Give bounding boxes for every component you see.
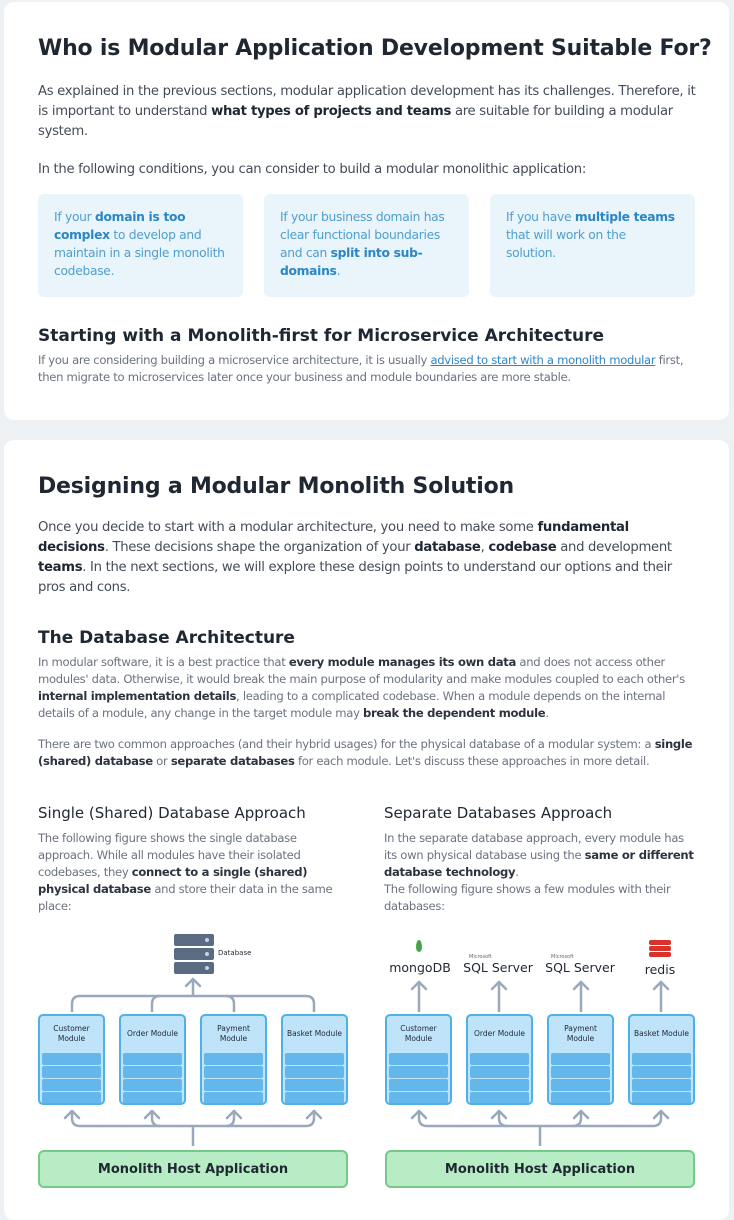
basket-module: Basket Module [628, 1014, 695, 1105]
mongodb-logo: mongoDB [389, 960, 451, 975]
monolith-first-title: Starting with a Monolith-first for Microservice Architecture [38, 326, 605, 346]
basket-module: Basket Module [281, 1014, 348, 1105]
sqlserver-logo-1: Microsoft SQL Server [463, 954, 533, 975]
database-approaches-text: There are two common approaches (and their hybrid usages) for the physical database of a modular system: a single (shared) database or separate databases for each module. Let's discuss these approaches in more detail. [38, 737, 693, 768]
database-architecture-title: The Database Architecture [38, 628, 295, 648]
section-title: Who is Modular Application Development Suitable For? [38, 36, 712, 61]
monolith-first-text: If you are considering building a microservice architecture, it is usually advised to start with a monolith modular first, then migrate to microservices later once your business and module boundaries are more stable. [38, 353, 684, 384]
single-db-title: Single (Shared) Database Approach [38, 804, 306, 822]
database-label: Database [218, 949, 252, 957]
mongodb-leaf-icon [416, 940, 422, 952]
separate-db-text: In the separate database approach, every module has its own physical database using the same or different database technology. The following figure shows a few modules with their databases: [384, 831, 694, 913]
condition-card-multiple-teams: If you have multiple teams that will work on the solution. [490, 194, 695, 297]
customer-module: Customer Module [385, 1014, 452, 1105]
condition-card-sub-domains: If your business domain has clear functional boundaries and can split into sub-domains. [264, 194, 469, 297]
payment-module: Payment Module [547, 1014, 614, 1105]
order-module: Order Module [119, 1014, 186, 1105]
database-architecture-text: In modular software, it is a best practice that every module manages its own data and does not access other modules' data. Otherwise, it would break the main purpose of modularity and make modules coupled to each other's internal implementation details, leading to a complicated codebase. When a module depends on the internal details of a module, any change in the target module may break the dependent module. [38, 655, 685, 720]
separate-db-figure [385, 930, 695, 1190]
order-module: Order Module [466, 1014, 533, 1105]
design-intro: Once you decide to start with a modular architecture, you need to make some fundamental decisions. These decisions shape the organization of your database, codebase and development teams. In the next sections, we will explore these design points to understand our options and their pros and cons. [38, 520, 672, 595]
redis-cube-icon [649, 940, 671, 958]
database-server-icon [174, 934, 214, 976]
separate-db-title: Separate Databases Approach [384, 804, 613, 822]
condition-card-complex-domain: If your domain is too complex to develop and maintain in a single monolith codebase. [38, 194, 243, 297]
redis-logo: redis [644, 962, 676, 977]
monolith-modular-link[interactable]: advised to start with a monolith modular [430, 353, 656, 367]
intro-paragraph: As explained in the previous sections, modular application development has its challenges. Therefore, it is important to understand what types of projects and teams are suitable for building a modular system. [38, 84, 696, 139]
sqlserver-logo-2: Microsoft SQL Server [545, 954, 615, 975]
monolith-host-application: Monolith Host Application [385, 1150, 695, 1188]
single-db-figure [38, 930, 348, 1190]
monolith-host-application: Monolith Host Application [38, 1150, 348, 1188]
payment-module: Payment Module [200, 1014, 267, 1105]
customer-module: Customer Module [38, 1014, 105, 1105]
conditions-intro: In the following conditions, you can consider to build a modular monolithic application: [38, 162, 587, 177]
section-title: Designing a Modular Monolith Solution [38, 474, 514, 499]
single-db-text: The following figure shows the single database approach. While all modules have their isolated codebases, they connect to a single (shared) physical database and store their data in the same place: [38, 831, 333, 913]
suitability-card [4, 2, 729, 420]
